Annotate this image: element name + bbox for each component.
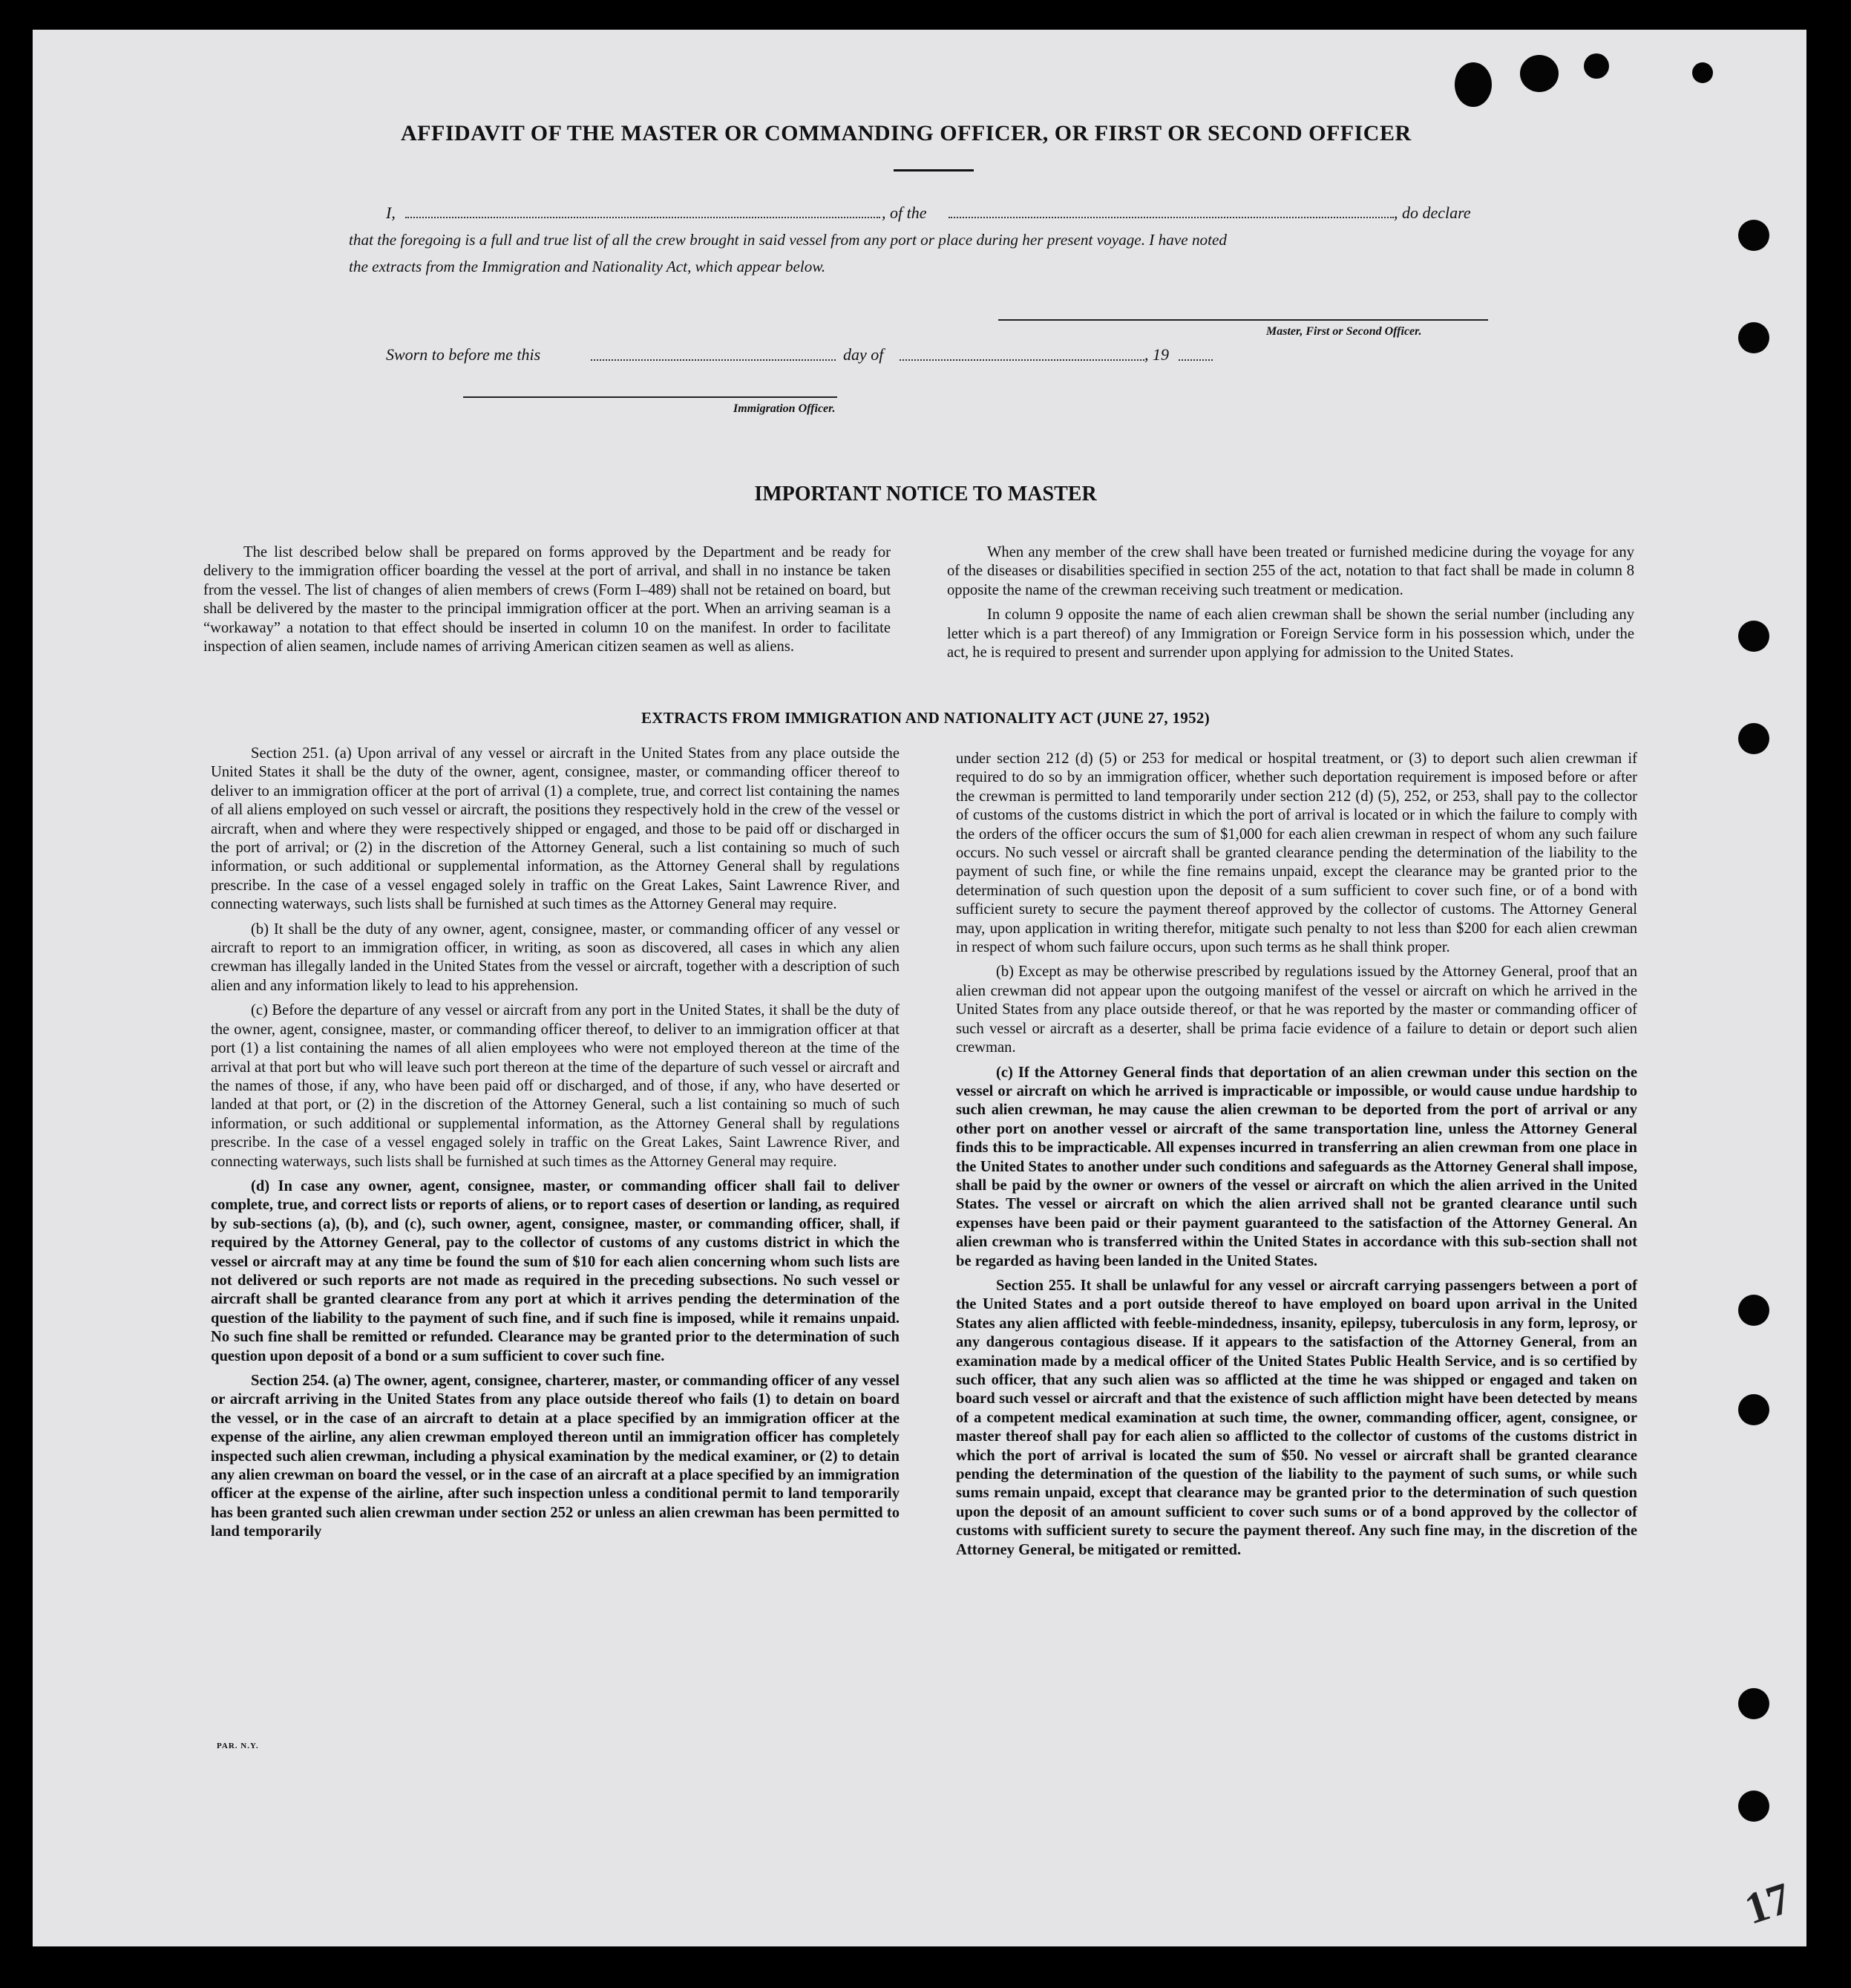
affidavit-i-label: I, — [386, 203, 396, 222]
name-field[interactable] — [405, 217, 880, 218]
affidavit-statement-line-3: the extracts from the Immigration and Nationality Act, which appear below. — [349, 258, 826, 275]
notice-right-paragraph-1: When any member of the crew shall have been treated or furnished medicine during the voyage for any of the diseases or disabilities specified in section 255 of the act, notation to that fact shall be made in column 8 opposite the name of the crewman receiving such treatment or medication. — [947, 544, 1634, 598]
section-251-d: (d) In case any owner, agent, consignee, master, or commanding officer shall fail to deliver complete, true, and correct lists or reports of aliens, or to report cases of desertion or landing, as required by sub-sections (a), (b), and (c), such owner, agent, consignee, master, or commanding officer, shall, if required by the Attorney General, pay to the collector of customs of any customs district in which the vessel or aircraft may at any time be found the sum of $10 for each alien concerning whom such lists are not delivered or such reports are not made as required in the preceding subsections. No such vessel or aircraft shall be granted clearance from any port at which it arrives pending the determination of the question of the liability to the payment of such fine, and if such fine is imposed, while it remains unpaid. No such fine shall be remitted or refunded. Clearance may be granted prior to the determination of such question upon deposit of a bond or a sum sufficient to cover such fine. — [211, 1177, 900, 1364]
extracts-title: EXTRACTS FROM IMMIGRATION AND NATIONALITY ACT (JUNE 27, 1952) — [641, 709, 1210, 727]
punch-hole-side-3 — [1738, 621, 1769, 652]
handwritten-page-number: 17 — [1739, 1873, 1797, 1934]
punch-hole-side-1 — [1738, 220, 1769, 251]
punch-hole-side-8 — [1738, 1791, 1769, 1822]
year-label: , 19 — [1144, 345, 1169, 364]
sworn-year-field[interactable] — [1179, 359, 1213, 361]
notice-right-column — [947, 543, 1634, 668]
extracts-left-column — [211, 745, 900, 1548]
section-254-b: (b) Except as may be otherwise prescribed by regulations issued by the Attorney General, proof that an alien crewman did not appear upon the outgoing manifest of the vessel or aircraft on which he arrived in the United States from any place outside thereof, or that he was reported by the master or commanding officer of such vessel or aircraft as a deserter, shall be prima facie evidence of a failure to detain or deport such alien crewman. — [956, 964, 1637, 1056]
notice-left-paragraph: The list described below shall be prepared on forms approved by the Department and be ready for delivery to the immigration officer boarding the vessel at the port of arrival, and shall in no instance be taken from the vessel. The list of changes of alien members of crews (Form I–489) shall not be retained on board, but shall be delivered by the master to the principal immigration officer at the port. When an arriving seaman is a “workaway” a notation to that effect should be inserted in column 10 on the manifest. In order to facilitate inspection of alien seamen, include names of arriving American citizen seamen as well as aliens. — [203, 544, 891, 655]
punch-hole-side-5 — [1738, 1295, 1769, 1326]
punch-hole-side-4 — [1738, 723, 1769, 754]
section-251-c: (c) Before the departure of any vessel or aircraft from any port in the United States, it shall be the duty of the owner, agent, consignee, master, or commanding officer thereof, to deliver to an immigration officer at that port (1) a list containing the names of all alien employees who were not employed thereon at the time of the arrival at that port but who will leave such port thereon at the time of the departure of such vessel or aircraft and the names of those, if any, who have been paid off or discharged, and of those, if any, who have deserted or landed at that port, or (2) in the discretion of the Attorney General, such a list containing so much of such information, or such additional or supplemental information, as the Attorney General shall by regulations prescribe. In the case of a vessel engaged solely in traffic on the Great Lakes, Saint Lawrence River, and connecting waterways, such lists shall be furnished at such times as the Attorney General may require. — [211, 1002, 900, 1170]
section-254-c: (c) If the Attorney General finds that deportation of an alien crewman under this section on the vessel or aircraft on which he arrived is impracticable or impossible, or would cause undue hardship to such alien crewman, he may cause the alien crewman to be deported from the port of arrival or any other port on another vessel or aircraft of the same transportation line, unless the Attorney General finds this to be impracticable. All expenses incurred in transferring an alien crewman from one place in the United States to another under such conditions and safeguards as the Attorney General shall impose, shall be paid by the owner or owners of the vessel or aircraft on which the alien arrived in the United States. The vessel or aircraft on which the alien arrived shall not be granted clearance until such expenses have been paid or their payment guaranteed to the satisfaction of the Attorney General. An alien crewman who is transferred within the United States in accordance with this sub-section shall not be regarded as having been landed in the United States. — [956, 1064, 1637, 1269]
punch-hole-top-1 — [1455, 62, 1492, 107]
officer-signature-line[interactable] — [463, 396, 837, 398]
sworn-day-field[interactable] — [591, 359, 836, 361]
day-of-label: day of — [843, 345, 884, 364]
notice-title: IMPORTANT NOTICE TO MASTER — [754, 483, 1097, 506]
officer-signature-caption: Immigration Officer. — [733, 402, 836, 415]
printer-mark: PAR. N.Y. — [217, 1742, 259, 1750]
section-254-a: Section 254. (a) The owner, agent, consignee, charterer, master, or commanding officer of any vessel or aircraft arriving in the United States from any place outside thereof who fails (1) to detain on board the vessel, or in the case of an aircraft to detain at a place specified by an immigration officer at the expense of the airline, any alien crewman employed thereon until an immigration officer has completely inspected such alien crewman, including a physical examination by the medical examiner, or (2) to detain any alien crewman on board the vessel, or in the case of an aircraft at a place specified by an immigration officer at the expense of the airline, after such inspection unless a conditional permit to land temporarily has been granted such alien crewman under section 252 or unless an alien crewman has been permitted to land temporarily — [211, 1373, 900, 1540]
master-signature-caption: Master, First or Second Officer. — [1266, 325, 1422, 338]
punch-hole-top-2 — [1520, 55, 1559, 92]
notice-left-column — [203, 543, 891, 662]
sworn-month-field[interactable] — [900, 359, 1144, 361]
affidavit-of-the: , of the — [882, 203, 927, 222]
extracts-right-column — [956, 750, 1637, 1566]
punch-hole-side-7 — [1738, 1688, 1769, 1719]
section-255: Section 255. It shall be unlawful for any vessel or aircraft carrying passengers between a port of the United States and a port outside thereof to have employed on board upon arrival in the United States any alien afflicted with feeble-mindedness, insanity, epilepsy, tuberculosis in any form, leprosy, or any dangerous contagious disease. If it appears to the satisfaction of the Attorney General, from an examination made by a medical officer of the United States Public Health Service, and is so certified by such officer, that any such alien was so afflicted at the time he was shipped or engaged and taken on board such vessel or aircraft and that the existence of such affliction might have been detected by means of a competent medical examination at such time, the owner, commanding officer, agent, consignee, or master thereof shall pay for each alien so afflicted to the collector of customs of the customs district in which the port of arrival is located the sum of $50. No vessel or aircraft shall be granted clearance pending the determination of the question of the liability to the payment of such sums, or while such sums remain unpaid, except that clearance may be granted prior to the determination of such question upon the deposit of an amount sufficient to cover such sums or of a bond approved by the collector of customs with sufficient surety to secure the payment thereof. Any such fine may, in the discretion of the Attorney General, be mitigated or remitted. — [956, 1277, 1637, 1558]
punch-hole-top-3 — [1584, 53, 1609, 79]
section-254-a-continued: under section 212 (d) (5) or 253 for medical or hospital treatment, or (3) to deport such alien crewman if required to do so by an immigration officer, whether such deportation requirement is imposed before or after the crewman is permitted to land temporarily under section 212 (d) (5), 252, or 253, shall pay to the collector of customs of the customs district in which the port of arrival is located or in which the failure to comply with the orders of the officer occurs the sum of $1,000 for each alien crewman in respect of whom any such failure occurs. No such vessel or aircraft shall be granted clearance pending the determination of the liability to the payment of such fine, or while the fine remains unpaid, except the clearance may be granted prior to the determination of such question upon the deposit of a sum sufficient to cover such fine, or of a bond with sufficient surety to secure the payment thereof approved by the collector of customs. The Attorney General may, upon application in writing therefor, mitigate such penalty to not less than $200 for each alien crewman in respect of whom such failure occurs, upon such terms as he shall think proper. — [956, 751, 1637, 956]
section-251-a: Section 251. (a) Upon arrival of any vessel or aircraft in the United States from any place outside the United States it shall be the duty of the owner, agent, consignee, master, or commanding officer thereof to deliver to an immigration officer at the port of arrival (1) a complete, true, and correct list containing the names of all aliens employed on such vessel or aircraft, the positions they respectively hold in the crew of the vessel or aircraft, when and where they were respectively shipped or engaged, and those to be paid off or discharged in the port of arrival; or (2) in the discretion of the Attorney General, such a list containing so much of such information, or such additional or supplemental information, as the Attorney General shall by regulations prescribe. In the case of a vessel engaged solely in traffic on the Great Lakes, Saint Lawrence River, and connecting waterways, such lists shall be furnished at such times as the Attorney General may require. — [211, 745, 900, 913]
affidavit-title: AFFIDAVIT OF THE MASTER OR COMMANDING OFFICER, OR FIRST OR SECOND OFFICER — [401, 121, 1412, 145]
punch-hole-side-2 — [1738, 322, 1769, 353]
notice-right-paragraph-2: In column 9 opposite the name of each alien crewman shall be shown the serial number (including any letter which is a part thereof) of any Immigration or Foreign Service form in his possession which, under the act, he is required to present and surrender upon applying for admission to the United States. — [947, 606, 1634, 661]
section-251-b: (b) It shall be the duty of any owner, agent, consignee, master, or commanding officer of any vessel or aircraft to report to an immigration officer, in writing, as soon as discovered, all cases in which any alien crewman has illegally landed in the United States from the vessel or aircraft, together with a description of such alien and any information likely to lead to his apprehension. — [211, 921, 900, 994]
punch-hole-side-6 — [1738, 1394, 1769, 1425]
punch-hole-top-4 — [1692, 62, 1713, 83]
affidavit-do-declare: , do declare — [1394, 203, 1471, 222]
vessel-field[interactable] — [949, 217, 1394, 218]
affidavit-statement-line-2: that the foregoing is a full and true list of all the crew brought in said vessel from any port or place during her present voyage. I have noted — [349, 231, 1228, 249]
title-divider — [894, 169, 974, 171]
sworn-label: Sworn to before me this — [386, 345, 541, 364]
master-signature-line[interactable] — [998, 319, 1488, 321]
